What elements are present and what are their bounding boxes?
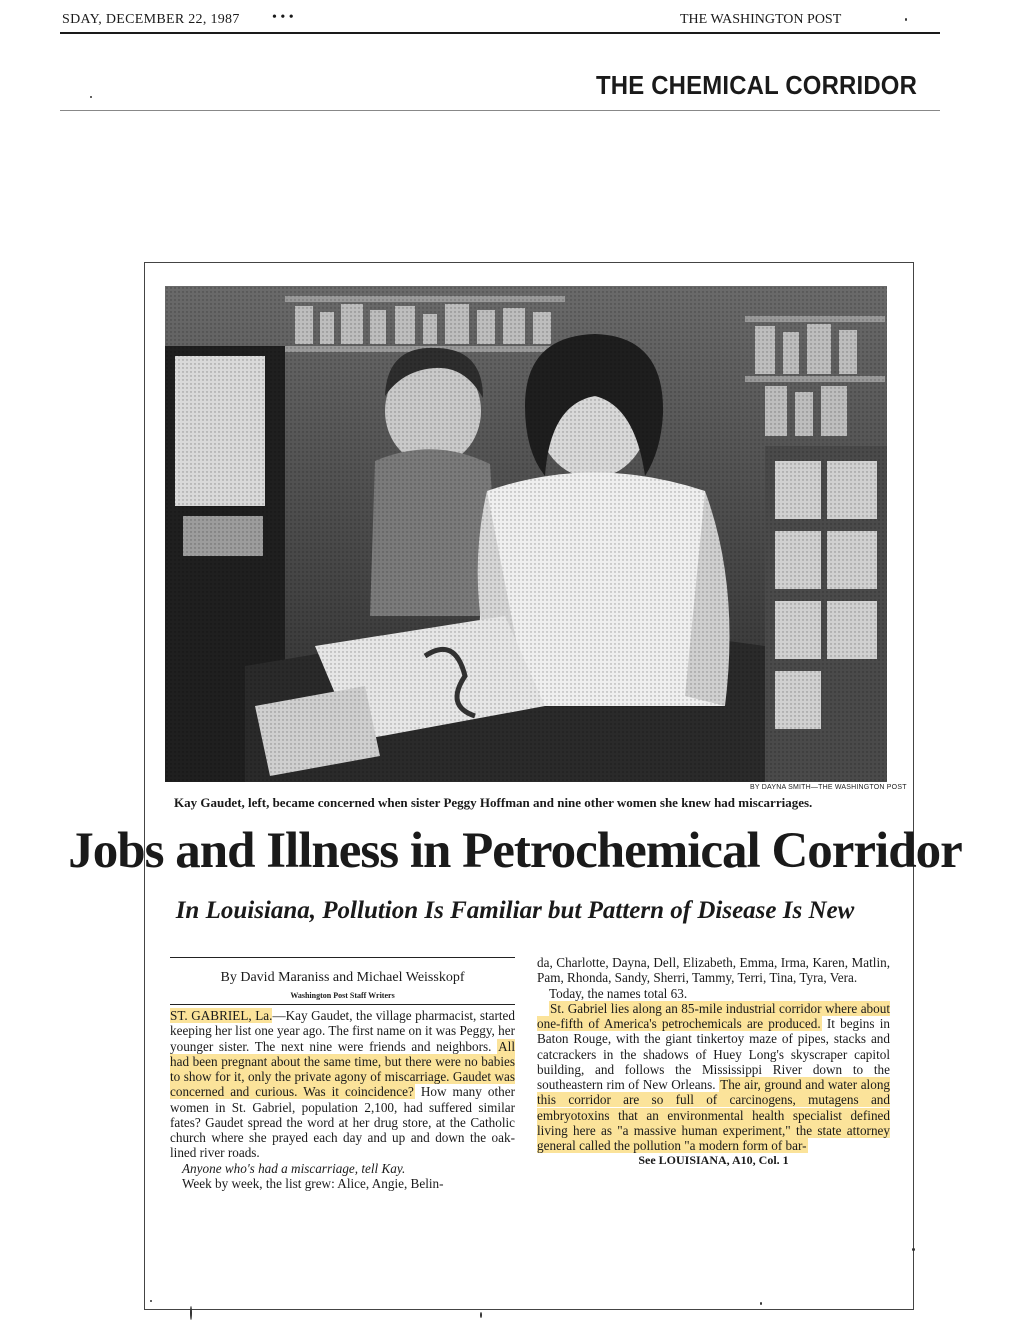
body-text: How many other women in St. Gabriel, population 2,100, had suffered similar fates? Gaudet spread the word at her drug store, at the Catholic church where she prayed each day and up and down the oak-lined river roads.: [170, 1084, 515, 1161]
page-date: SDAY, DECEMBER 22, 1987: [62, 12, 240, 27]
body-text: It begins in Baton Rouge, with the giant tinkertoy maze of pipes, stacks and catcrackers in the shadows of Huey Long's skyscraper capitol building, and follows the Mississippi River down to the southeastern rim of New Orleans.: [537, 1016, 891, 1092]
article-column-right: [537, 955, 890, 1169]
jump-line: See LOUISIANA, A10, Col. 1: [638, 1153, 789, 1168]
byline-affiliation: Washington Post Staff Writers: [290, 991, 395, 1000]
photo-caption: Kay Gaudet, left, became concerned when sister Peggy Hoffman and nine other women she knew had miscarriages.: [174, 795, 813, 810]
body-paragraph: Today, the names total 63.: [549, 985, 688, 1001]
body-paragraph: da, Charlotte, Dayna, Dell, Elizabeth, Emma, Irma, Karen, Matlin, Pam, Rhonda, Sandy, Sherri, Tammy, Terri, Tina, Tyra, Vera.: [537, 955, 890, 986]
scan-speck: [90, 96, 92, 98]
highlighted-text: The air, ground and water along this corridor are so full of carcinogens, mutagens and embryotoxins that an environmental health specialist defined living here as "a massive human experiment," the state attorney general called the pollution "a modern form of bar-: [537, 1077, 891, 1153]
subheadline: In Louisiana, Pollution Is Familiar but Pattern of Disease Is New: [175, 897, 855, 924]
scan-speck: [905, 18, 907, 21]
header-separator: • • •: [272, 10, 294, 25]
article-photo: [165, 286, 887, 782]
section-rule: [60, 110, 940, 111]
highlighted-text: All had been pregnant about the same time, but there were no babies to show for it, only the private agony of miscarriage. Gaudet was concerned and curious. Was it coincidence?: [170, 1038, 515, 1100]
scan-speck: [480, 1312, 482, 1318]
highlighted-text: St. Gabriel lies along an 85-mile industrial corridor where about one-fifth of America's petrochemicals are produced.: [537, 1000, 890, 1031]
byline: By David Maraniss and Michael Weisskopf: [220, 970, 465, 985]
scan-speck: [150, 1300, 152, 1302]
body-paragraph: Week by week, the list grew: Alice, Angie, Belin-: [182, 1175, 444, 1191]
photo-illustration: [165, 286, 887, 782]
dateline: ST. GABRIEL, La.: [170, 1008, 273, 1023]
photo-credit: BY DAYNA SMITH—THE WASHINGTON POST: [750, 784, 907, 791]
body-paragraph: Anyone who's had a miscarriage, tell Kay.: [182, 1160, 406, 1176]
article-column-left: [170, 1008, 515, 1191]
scan-speck: [190, 1306, 192, 1320]
byline-rule: [170, 957, 515, 958]
scan-speck: [760, 1302, 762, 1305]
byline-rule: [170, 1004, 515, 1005]
body-paragraph: [170, 1008, 515, 1161]
body-paragraph: [537, 1001, 890, 1154]
header-rule: [60, 32, 940, 34]
scan-speck: [912, 1248, 915, 1251]
headline: Jobs and Illness in Petrochemical Corridor: [68, 823, 962, 879]
newspaper-name: THE WASHINGTON POST: [680, 12, 842, 27]
body-text: —Kay Gaudet, the village pharmacist, started keeping her list one year ago. The first name on it was Peggy, her younger sister. The next nine were friends and neighbors.: [170, 1008, 515, 1054]
section-title: THE CHEMICAL CORRIDOR: [596, 70, 918, 100]
